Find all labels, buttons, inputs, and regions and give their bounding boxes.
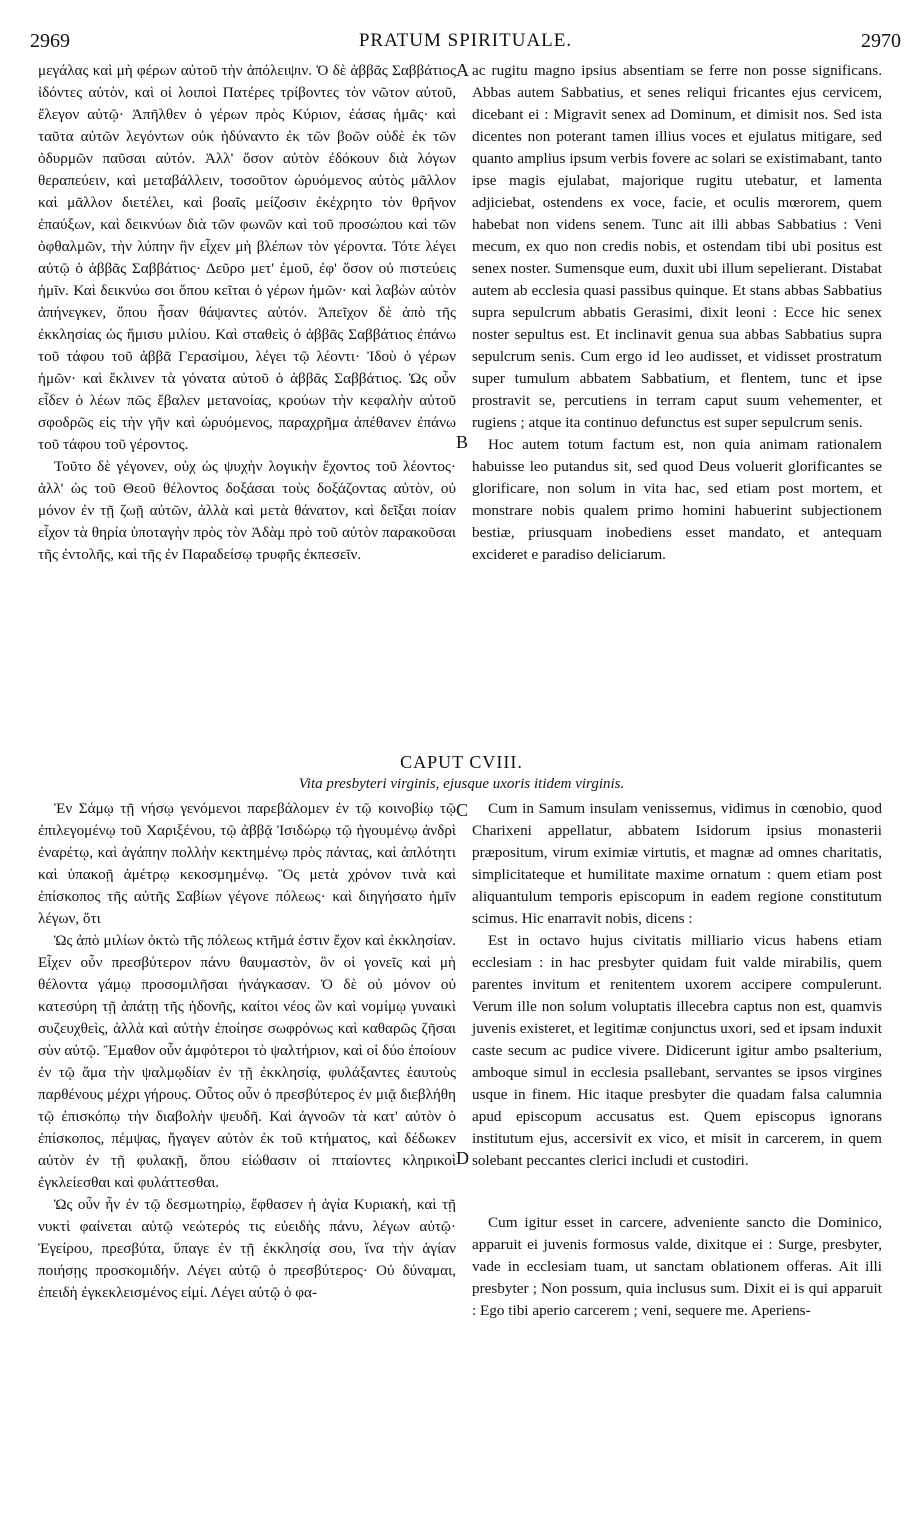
margin-letter-c: C [456,800,469,820]
chapter-heading: CAPUT CVIII. [400,752,523,772]
greek-paragraph: Ὡς οὖν ἦν ἐν τῷ δεσμωτηρίῳ, ἔφθασεν ἡ ἁγία Κυριακὴ, καὶ τῇ νυκτὶ φαίνεται αὐτῷ νεώτερός τις εὐειδὴς πάνυ, λέγων αὐτῷ· Ἐγείρου, πρεσβύτα, ὕπαγε ἐν τῇ ἐκκλησίᾳ σου, ἵνα τὴν ἁγίαν ποιήσῃς προσκομιδήν. Λέγει αὐτῷ ὁ πρεσβύτερος· Οὐ δύναμαι, ἐπειδὴ ἐγκεκλεισμένος εἰμί. Λέγει αὐτῷ ὁ φα- [38,1196,456,1301]
running-header [30,30,901,58]
latin-paragraph: ac rugitu magno ipsius absentiam se ferre non posse significans. Abbas autem Sabbatius, et senes reliqui fricantes ejus cervicem, dicebant ei : Migravit senex ad Dominum, et dimisit nos. Sed ista dicentes non poterant tamen illius voces et ejulatus mitigare, sed quanto amplius ipsum verbis fovere ac solari se existimabant, tanto ipse magis ejulabat, majorique rugitu utebatur, et lamenta adjiciebat, ostendens ex voce, facie, et oculis mœrorem, quem habebat non videns senem. Tunc ait illi abbas Sabbatius : Veni mecum, ex quo non credis nobis, et ostendam tibi ubi positus est senex noster. Sumensque eum, duxit ubi illum sepelierant. Distabat autem ab ecclesia quasi passibus quinque. Et stans abbas Sabbatius supra sepulcrum abbatis Gerasimi, dixit leoni : Ecce hic senex noster sepultus est. Et inclinavit genua sua abbas Sabbatius supra sepulcrum senis. Cum ergo id leo audisset, et vidisset prostratum super tumulum abbatem Sabbatium, et flentem, tunc et ipse prostravit se, percutiens in terram caput suum vehementer, et rugiens ; atque ita continuo defunctus est super sepulcrum senis. [472,62,882,431]
latin-column-top [472,60,882,566]
right-page-number: 2970 [861,30,901,52]
latin-paragraph: Cum in Samum insulam venissemus, vidimus in cœnobio, quod Charixeni appellatur, abbatem Isidorum ipsius monasterii præpositum, virum eximiæ virtutis, et magnæ ad omnes charitatis, simplicitateque et humilitate maxime ornatum : quem etiam post aliquantulum temporis episcopum in eadem regione constitutum scimus. Hic enarravit nobis, dicens : [472,800,882,927]
chapter-subtitle: Vita presbyteri virginis, ejusque uxoris itidem virginis. [298,776,625,792]
latin-paragraph: Cum igitur esset in carcere, adveniente sancto die Dominico, apparuit ei juvenis formosus valde, dixitque ei : Surge, presbyter, vade in ecclesiam tuam, ut sanctam oblationem offeras. Ait illi presbyter ; Non possum, quia inclusus sum. Dixit ei is qui apparuit : Ego tibi aperio carcerem ; veni, sequere me. Aperiens- [472,1214,882,1319]
greek-paragraph: Τοῦτο δὲ γέγονεν, οὐχ ὡς ψυχὴν λογικὴν ἔχοντος τοῦ λέοντος· ἀλλ' ὡς τοῦ Θεοῦ θέλοντος δοξάσαι τοὺς δοξάζοντας αὐτὸν, οὐ μόνον ἐν τῇ ζωῇ αὐτῶν, ἀλλὰ καὶ μετὰ θάνατον, καὶ δεῖξαι ποίαν εἶχον τὰ θηρία ὑποταγὴν πρὸς τὸν Ἀδὰμ πρὸ τοῦ αὐτὸν παρακοῦσαι τῆς ἐντολῆς, καὶ τῆς ἐν Παραδείσῳ τρυφῆς ἐκπεσεῖν. [38,458,456,563]
running-title: PRATUM SPIRITUALE. [358,30,573,51]
latin-paragraph: Hoc autem totum factum est, non quia animam rationalem habuisse leo putandus sit, sed quod Deus voluerit glorificantes se glorificare, non solum in vita hac, sed etiam post mortem, et monstrare nobis qualem primo homini habuerint subjectionem bestiæ, priusquam inobediens esset mandato, et antequam excideret e paradiso deliciarum. [472,436,882,563]
greek-column-bottom [38,798,456,1304]
margin-letter-d: D [456,1148,469,1168]
latin-paragraph: Est in octavo hujus civitatis milliario vicus habens etiam ecclesiam : in hac presbyter quidam fuit valde mirabilis, quem parentes invitum et renitentem uxorem accipere compulerunt. Verum ille non solum voluptatis illecebra captus non est, quamvis juvenis existeret, et legitimæ conjunctus uxori, sed et ipsam induxit caste secum ac pudice vivere. Didicerunt igitur ambo psalterium, amboque simul in ecclesia psallebant, servantes se ipsos virgines usque in finem. Hic itaque presbyter die quadam falsa calumnia apud episcopum accusatus est. Quem episcopus ignorans institutum ejus, accersivit ex vico, et misit in carcerem, in quem solebant peccantes clerici includi et custodiri. [472,932,882,1169]
greek-paragraph: Ὡς ἀπὸ μιλίων ὀκτὼ τῆς πόλεως κτῆμά ἐστιν ἔχον καὶ ἐκκλησίαν. Εἶχεν οὖν πρεσβύτερον πάνυ θαυμαστὸν, ὃν οἱ γονεῖς καὶ μὴ θέλοντα γάμῳ προσομιλῆσαι ἠνάγκασαν. Ὁ δὲ οὐ μόνον οὐ κατεσύρη τῇ ἀπάτῃ τῆς ἡδονῆς, καίτοι νέος ὢν καὶ νομίμῳ γυναικὶ συζευχθεὶς, ἀλλὰ καὶ αὐτὴν ἐποίησε σωφρόνως καὶ καθαρῶς ζῆσαι σὺν αὐτῷ. Ἔμαθον οὖν ἀμφότεροι τὸ ψαλτήριον, καὶ οἱ δύο ἐποίουν ἐν τῷ ἅμα τὴν ψαλμῳδίαν ἐν τῇ ἐκκλησίᾳ, φυλάξαντες ἑαυτοὺς παρθένους μέχρι γήρους. Οὗτος οὖν ὁ πρεσβύτερος ἐν μιᾷ διεβλήθη τῷ ἐπισκόπῳ τὴν διαβολὴν ψευδῆ. Καὶ ἀγνοῶν τὰ κατ' αὐτὸν ὁ ἐπίσκοπος, πέμψας, ἤγαγεν αὐτὸν ἐκ τοῦ κτήματος, καὶ δέδωκεν αὐτὸν ἐν τῇ φυλακῇ, ὅπου εἰώθασιν οἱ πταίοντες κληρικοὶ ἐγκλείεσθαι καὶ φυλάττεσθαι. [38,932,456,1191]
greek-paragraph: Ἐν Σάμῳ τῇ νήσῳ γενόμενοι παρεβάλομεν ἐν τῷ κοινοβίῳ τῷ ἐπιλεγομένῳ τοῦ Χαριξένου, τῷ ἀββᾷ Ἰσιδώρῳ τῷ ἡγουμένῳ ἀνδρὶ ἐναρέτῳ, καὶ ἀγάπην πολλὴν κεκτημένῳ πρὸς πάντας, καὶ ἁπλότητι καὶ ὑπακοῇ ἀμέτρῳ κεκοσμημένῳ. Ὃς μετὰ χρόνον τινὰ καὶ ἐπίσκοπος τῆς αὐτῆς Σαβίων γέγονε πόλεως· καὶ διηγήσατο ἡμῖν λέγων, ὅτι [38,800,456,927]
margin-letter-b: B [456,432,469,452]
latin-column-bottom [472,798,882,1322]
greek-column-top [38,60,456,566]
margin-letter-a: A [456,60,469,80]
left-page-number: 2969 [30,30,70,52]
greek-paragraph: μεγάλας καὶ μὴ φέρων αὐτοῦ τὴν ἀπόλειψιν. Ὁ δὲ ἀββᾶς Σαββάτιος ἰδόντες αὐτὸν, καὶ οἱ λοιποὶ Πατέρες τρίβοντες τὸν νῶτον αὐτοῦ, ἔλεγον αὐτῷ· Ἀπῆλθεν ὁ γέρων πρὸς Κύριον, ἐάσας ἡμᾶς· καὶ ταῦτα αὐτῶν λεγόντων οὐκ ἠδύναντο ἐκ τῶν βοῶν οὐδὲ ἐκ τῶν ὀδυρμῶν παῦσαι αὐτόν. Ἀλλ' ὅσον αὐτὸν ἐδόκουν διὰ λόγων θεραπεύειν, καὶ μεταβάλλειν, τοσοῦτον ὠρυόμενος αὐτὸς μᾶλλον καὶ μᾶλλον διετέλει, καὶ βοαῖς μείζοσιν ἐκέχρητο τὸν θρῆνον ἐπαύξων, καὶ δεικνύων διὰ τῶν φωνῶν καὶ τοῦ προσώπου καὶ τῶν ὀφθαλμῶν, τὴν λύπην ἣν εἶχεν μὴ βλέπων τὸν γέροντα. Τότε λέγει αὐτῷ ὁ ἀββᾶς Σαββάτιος· Δεῦρο μετ' ἐμοῦ, ἐφ' ὅσον οὐ πιστεύεις ἡμῖν. Καὶ δεικνύω σοι ὅπου κεῖται ὁ γέρων ἡμῶν· καὶ λαβὼν αὐτὸν ἀπήνεγκεν, ὅπου ἦσαν θάψαντες αὐτόν. Ἀπεῖχον δὲ ἀπὸ τῆς ἐκκλησίας ὡς ἥμισυ μιλίου. Καὶ σταθεὶς ὁ ἀββᾶς Σαββάτιος ἐπάνω τοῦ τάφου τοῦ ἀββᾶ Γερασίμου, λέγει τῷ λέοντι· Ἰδοὺ ὁ γέρων ἡμῶν· καὶ ἔκλινεν τὰ γόνατα αὐτοῦ ὁ ἀββᾶς Σαββάτιος. Ὡς οὖν εἶδεν ὁ λέων πῶς ἔβαλεν μετανοίας, κρούων τὴν κεφαλὴν αὐτοῦ σφοδρῶς εἰς τὴν γῆν καὶ ὠρυόμενος, παραχρῆμα ἀπέθανεν ἐπάνω τοῦ τάφου τοῦ γέροντος. [38,62,456,453]
